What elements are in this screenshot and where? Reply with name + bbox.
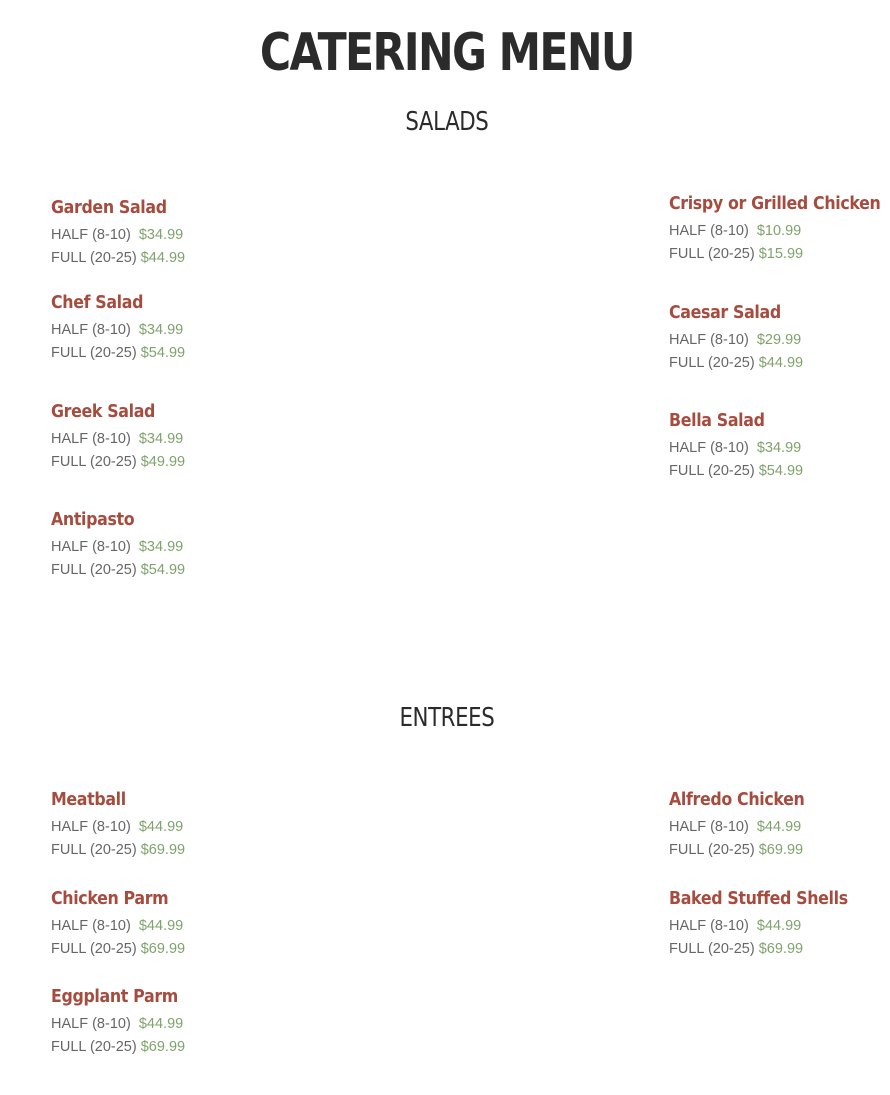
half-price-row: [51, 428, 311, 451]
half-label: HALF (8-10): [51, 539, 131, 555]
item-name: Meatball: [51, 789, 126, 810]
item-name: Chicken Parm: [51, 888, 169, 909]
full-price-row: [51, 451, 311, 474]
half-price: $34.99: [756, 440, 802, 456]
half-price: $34.99: [138, 227, 184, 243]
full-label: FULL (20-25): [51, 344, 137, 361]
full-price-row: [669, 938, 884, 961]
menu-item-caesar-salad: [669, 301, 884, 374]
half-price: $44.99: [138, 1016, 184, 1032]
half-price: $10.99: [756, 223, 802, 239]
half-price-row: [51, 816, 311, 839]
menu-item-crispy-or-grilled-chicken: [669, 192, 884, 265]
item-name: Crispy or Grilled Chicken: [669, 193, 881, 214]
full-label: FULL (20-25): [51, 1038, 137, 1055]
half-price: $29.99: [756, 332, 802, 348]
half-price: $34.99: [138, 322, 184, 338]
menu-item-alfredo-chicken: [669, 788, 884, 861]
item-name: Bella Salad: [669, 410, 765, 431]
full-label: FULL (20-25): [51, 249, 137, 266]
full-label: FULL (20-25): [51, 453, 137, 470]
menu-item-greek-salad: [51, 400, 311, 473]
item-name: Chef Salad: [51, 292, 144, 313]
half-price-row: [51, 536, 311, 559]
full-price-row: [51, 559, 311, 582]
half-label: HALF (8-10): [669, 918, 749, 934]
item-name: Caesar Salad: [669, 302, 781, 323]
full-price-row: [51, 839, 311, 862]
item-name: Alfredo Chicken: [669, 789, 805, 810]
full-price-row: [51, 247, 311, 270]
section-title-entrees: ENTREES: [399, 703, 495, 733]
full-price: $69.99: [758, 940, 804, 957]
full-price-row: [51, 1036, 311, 1059]
full-label: FULL (20-25): [669, 462, 755, 479]
full-price: $69.99: [758, 841, 804, 858]
full-label: FULL (20-25): [669, 354, 755, 371]
menu-item-garden-salad: [51, 196, 311, 269]
half-price: $44.99: [138, 918, 184, 934]
page-title: CATERING MENU: [259, 23, 634, 83]
full-price: $54.99: [140, 561, 186, 578]
half-price-row: [51, 1013, 311, 1036]
half-price-row: [669, 220, 884, 243]
half-label: HALF (8-10): [669, 440, 749, 456]
half-label: HALF (8-10): [51, 1016, 131, 1032]
menu-item-chicken-parm: [51, 887, 311, 960]
menu-item-meatball: [51, 788, 311, 861]
full-price-row: [669, 352, 884, 375]
half-price: $44.99: [756, 918, 802, 934]
item-name: Baked Stuffed Shells: [669, 888, 848, 909]
half-label: HALF (8-10): [669, 819, 749, 835]
half-label: HALF (8-10): [669, 223, 749, 239]
half-price: $34.99: [138, 539, 184, 555]
menu-item-chef-salad: [51, 291, 311, 364]
half-label: HALF (8-10): [51, 918, 131, 934]
half-price-row: [51, 915, 311, 938]
half-price-row: [669, 816, 884, 839]
half-price: $34.99: [138, 431, 184, 447]
full-label: FULL (20-25): [669, 245, 755, 262]
full-price: $69.99: [140, 940, 186, 957]
half-label: HALF (8-10): [51, 431, 131, 447]
half-label: HALF (8-10): [51, 322, 131, 338]
menu-item-eggplant-parm: [51, 985, 311, 1058]
half-label: HALF (8-10): [669, 332, 749, 348]
full-price-row: [669, 460, 884, 483]
full-price-row: [669, 243, 884, 266]
full-price: $69.99: [140, 1038, 186, 1055]
full-label: FULL (20-25): [669, 841, 755, 858]
half-price-row: [669, 437, 884, 460]
full-price: $54.99: [758, 462, 804, 479]
full-label: FULL (20-25): [51, 561, 137, 578]
half-price: $44.99: [756, 819, 802, 835]
menu-item-bella-salad: [669, 409, 884, 482]
section-title-salads: SALADS: [405, 107, 489, 137]
full-price: $54.99: [140, 344, 186, 361]
item-name: Antipasto: [51, 509, 135, 530]
full-price-row: [51, 342, 311, 365]
item-name: Garden Salad: [51, 197, 167, 218]
full-price-row: [51, 938, 311, 961]
menu-item-baked-stuffed-shells: [669, 887, 884, 960]
half-price: $44.99: [138, 819, 184, 835]
item-name: Greek Salad: [51, 401, 156, 422]
full-label: FULL (20-25): [51, 841, 137, 858]
full-price-row: [669, 839, 884, 862]
full-price: $49.99: [140, 453, 186, 470]
full-price: $69.99: [140, 841, 186, 858]
full-price: $15.99: [758, 245, 804, 262]
full-label: FULL (20-25): [669, 940, 755, 957]
half-price-row: [51, 319, 311, 342]
half-label: HALF (8-10): [51, 819, 131, 835]
full-label: FULL (20-25): [51, 940, 137, 957]
half-label: HALF (8-10): [51, 227, 131, 243]
full-price: $44.99: [758, 354, 804, 371]
item-name: Eggplant Parm: [51, 986, 178, 1007]
half-price-row: [669, 329, 884, 352]
full-price: $44.99: [140, 249, 186, 266]
half-price-row: [669, 915, 884, 938]
menu-item-antipasto: [51, 508, 311, 581]
half-price-row: [51, 224, 311, 247]
